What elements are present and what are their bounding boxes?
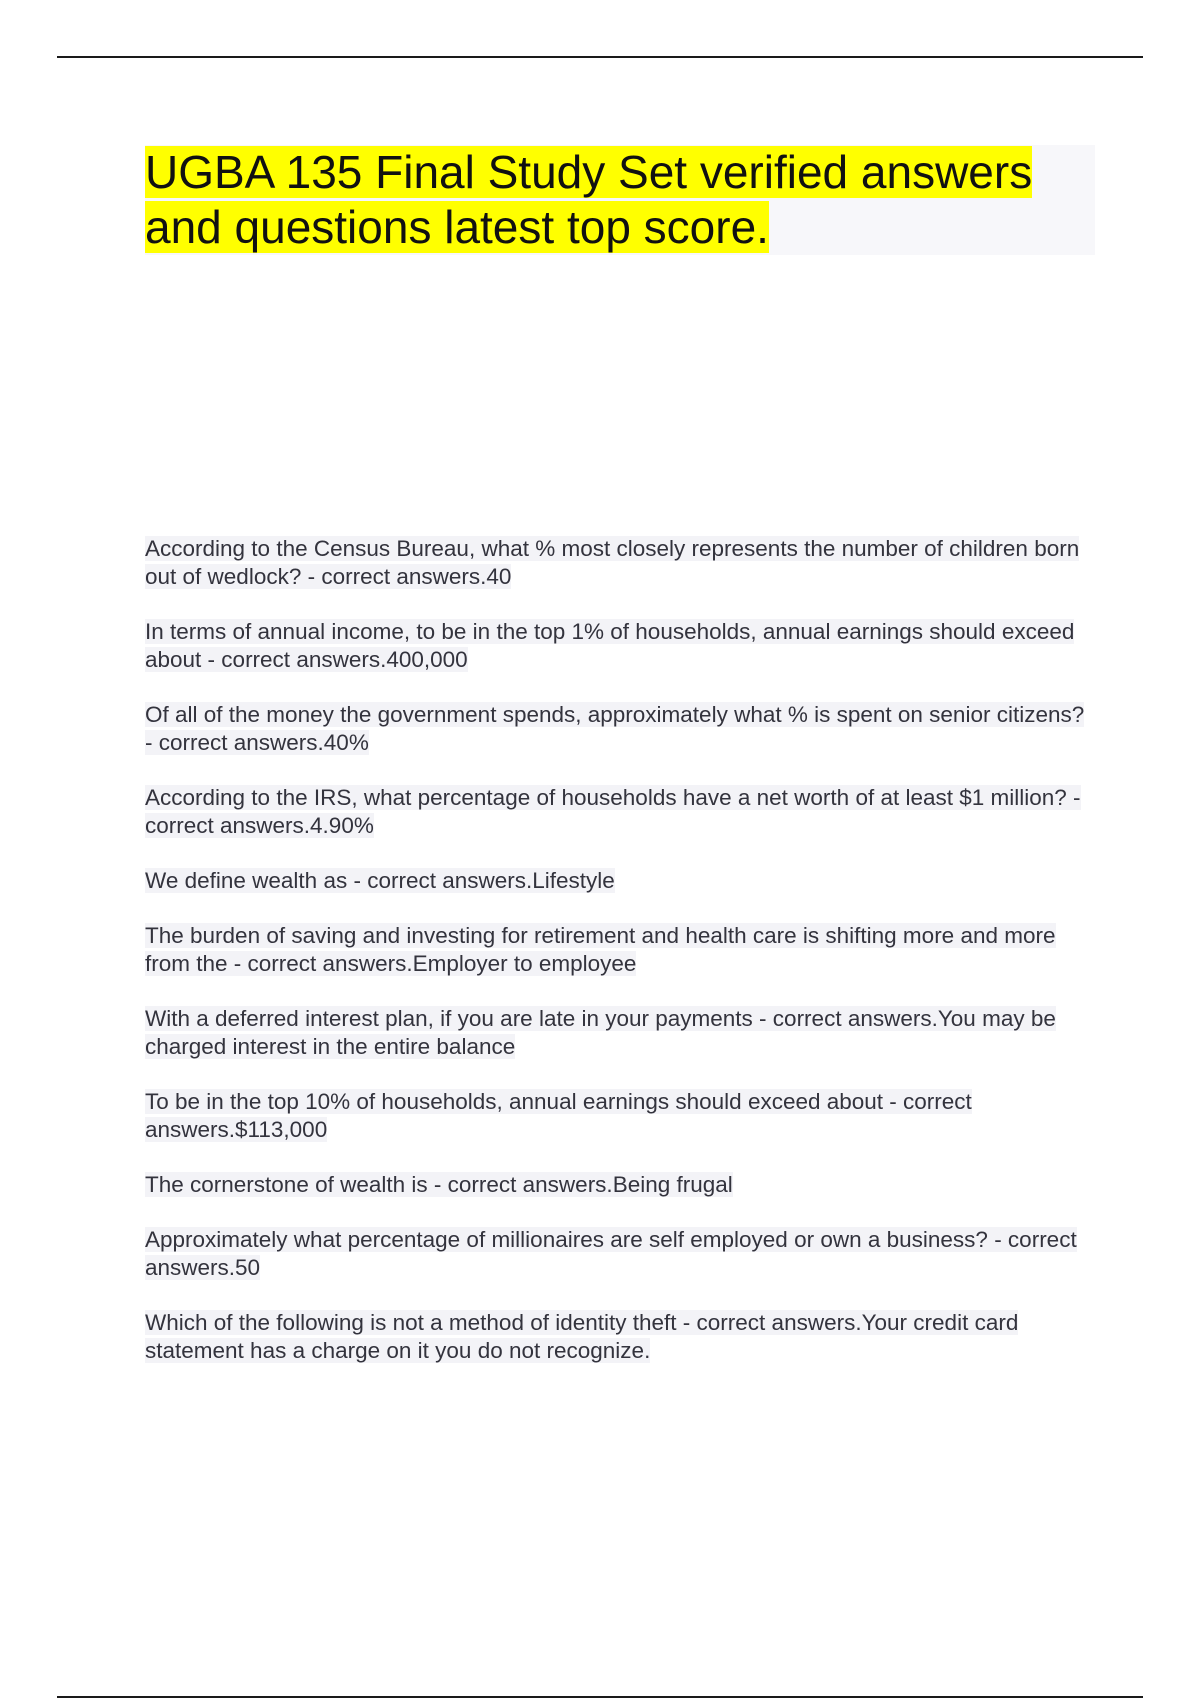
qa-item bbox=[145, 1309, 1090, 1365]
document-title-text: UGBA 135 Final Study Set verified answers and questions latest top score. bbox=[145, 146, 1033, 253]
qa-item-text: Of all of the money the government spends, approximately what % is spent on senior citizens? - correct answers.40% bbox=[145, 702, 1085, 755]
top-divider bbox=[57, 56, 1143, 58]
qa-item-text: Approximately what percentage of millionaires are self employed or own a business? - correct answers.50 bbox=[145, 1227, 1077, 1280]
qa-item bbox=[145, 535, 1090, 591]
qa-item-text: We define wealth as - correct answers.Lifestyle bbox=[145, 868, 615, 893]
qa-item bbox=[145, 867, 1090, 895]
bottom-divider bbox=[57, 1696, 1143, 1698]
qa-item-text: In terms of annual income, to be in the top 1% of households, annual earnings should exceed about - correct answers.400,000 bbox=[145, 619, 1075, 672]
qa-item bbox=[145, 1088, 1090, 1144]
qa-item bbox=[145, 784, 1090, 840]
qa-item-text: According to the IRS, what percentage of households have a net worth of at least $1 million? - correct answers.4.90% bbox=[145, 785, 1081, 838]
qa-item bbox=[145, 1171, 1090, 1199]
document-title bbox=[145, 145, 1095, 255]
qa-item-text: According to the Census Bureau, what % most closely represents the number of children born out of wedlock? - correct answers.40 bbox=[145, 536, 1080, 589]
qa-item bbox=[145, 1226, 1090, 1282]
qa-item bbox=[145, 618, 1090, 674]
qa-item bbox=[145, 1005, 1090, 1061]
qa-item-text: The burden of saving and investing for retirement and health care is shifting more and more from the - correct answers.Employer to employee bbox=[145, 923, 1056, 976]
qa-list bbox=[145, 535, 1090, 1392]
qa-item-text: With a deferred interest plan, if you are late in your payments - correct answers.You may be charged interest in the entire balance bbox=[145, 1006, 1056, 1059]
title-block bbox=[145, 145, 1095, 255]
qa-item-text: The cornerstone of wealth is - correct answers.Being frugal bbox=[145, 1172, 733, 1197]
qa-item-text: Which of the following is not a method of identity theft - correct answers.Your credit card statement has a charge on it you do not recognize. bbox=[145, 1310, 1019, 1363]
qa-item-text: To be in the top 10% of households, annual earnings should exceed about - correct answers.$113,000 bbox=[145, 1089, 972, 1142]
qa-item bbox=[145, 922, 1090, 978]
qa-item bbox=[145, 701, 1090, 757]
